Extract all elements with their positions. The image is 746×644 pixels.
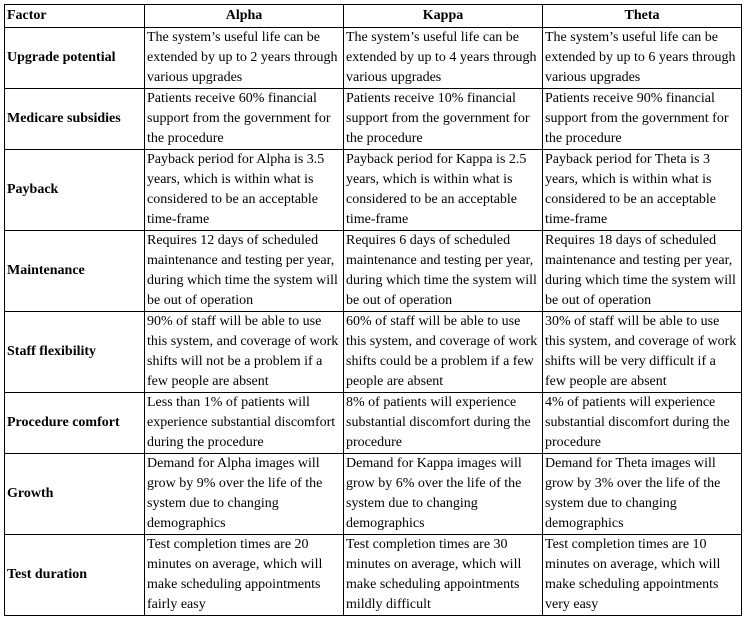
theta-column-header: Theta [543,5,742,28]
header-row [5,5,742,28]
theta-cell: Payback period for Theta is 3 years, which is within what is considered to be an acceptable time-frame [543,150,742,231]
table-row [5,312,742,393]
table-row [5,393,742,454]
alpha-cell: Demand for Alpha images will grow by 9% over the life of the system due to changing demographics [145,454,344,535]
alpha-cell: Test completion times are 20 minutes on average, which will make scheduling appointments fairly easy [145,535,344,616]
theta-cell: 4% of patients will experience substantial discomfort during the procedure [543,393,742,454]
factor-label: Staff flexibility [5,312,145,393]
theta-cell: Patients receive 90% financial support from the government for the procedure [543,89,742,150]
alpha-cell: Less than 1% of patients will experience substantial discomfort during the procedure [145,393,344,454]
kappa-cell: 60% of staff will be able to use this system, and coverage of work shifts could be a problem if a few people are absent [344,312,543,393]
kappa-cell: The system’s useful life can be extended by up to 4 years through various upgrades [344,28,543,89]
kappa-cell: 8% of patients will experience substantial discomfort during the procedure [344,393,543,454]
alpha-cell: Requires 12 days of scheduled maintenance and testing per year, during which time the system will be out of operation [145,231,344,312]
comparison-table [4,4,742,616]
factor-label: Upgrade potential [5,28,145,89]
table-row [5,454,742,535]
factor-column-header: Factor [5,5,145,28]
factor-label: Procedure comfort [5,393,145,454]
table-row [5,150,742,231]
kappa-cell: Demand for Kappa images will grow by 6% over the life of the system due to changing demographics [344,454,543,535]
alpha-cell: Payback period for Alpha is 3.5 years, which is within what is considered to be an acceptable time-frame [145,150,344,231]
theta-cell: Requires 18 days of scheduled maintenance and testing per year, during which time the system will be out of operation [543,231,742,312]
kappa-cell: Payback period for Kappa is 2.5 years, which is within what is considered to be an acceptable time-frame [344,150,543,231]
kappa-column-header: Kappa [344,5,543,28]
factor-label: Growth [5,454,145,535]
kappa-cell: Patients receive 10% financial support from the government for the procedure [344,89,543,150]
factor-label: Medicare subsidies [5,89,145,150]
alpha-cell: Patients receive 60% financial support from the government for the procedure [145,89,344,150]
theta-cell: The system’s useful life can be extended by up to 6 years through various upgrades [543,28,742,89]
factor-label: Payback [5,150,145,231]
kappa-cell: Requires 6 days of scheduled maintenance and testing per year, during which time the system will be out of operation [344,231,543,312]
factor-label: Maintenance [5,231,145,312]
alpha-cell: 90% of staff will be able to use this system, and coverage of work shifts will not be a problem if a few people are absent [145,312,344,393]
table-row [5,28,742,89]
table-row [5,535,742,616]
factor-label: Test duration [5,535,145,616]
theta-cell: 30% of staff will be able to use this system, and coverage of work shifts will be very difficult if a few people are absent [543,312,742,393]
table-row [5,89,742,150]
table-row [5,231,742,312]
kappa-cell: Test completion times are 30 minutes on average, which will make scheduling appointments mildly difficult [344,535,543,616]
theta-cell: Test completion times are 10 minutes on average, which will make scheduling appointments very easy [543,535,742,616]
alpha-column-header: Alpha [145,5,344,28]
theta-cell: Demand for Theta images will grow by 3% over the life of the system due to changing demographics [543,454,742,535]
alpha-cell: The system’s useful life can be extended by up to 2 years through various upgrades [145,28,344,89]
